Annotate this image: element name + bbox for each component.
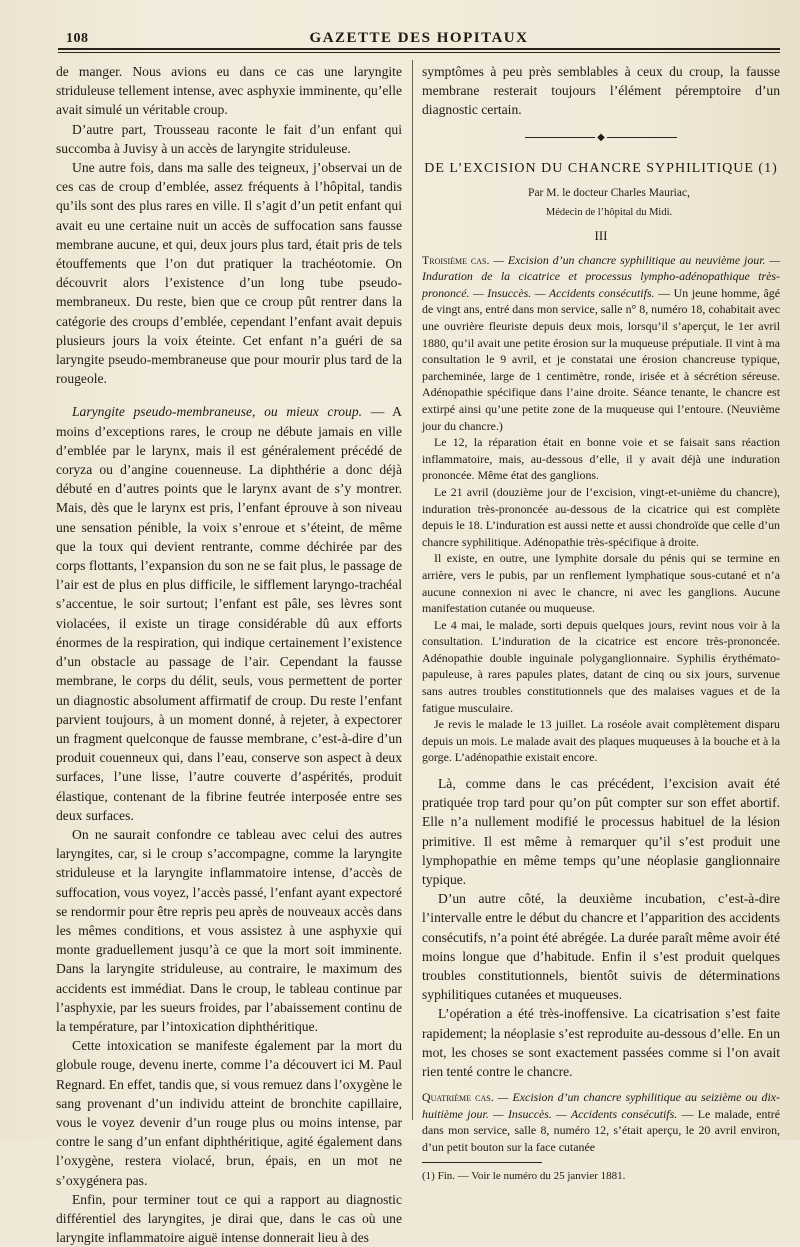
case-three-title: — Excision d’un chancre syphilitique au neuvième jour. — Induration de la cicatrice et processus lympho-adénopathique très-prononcé. — Insuccès. — Accidents consécutifs. bbox=[422, 252, 780, 300]
column-divider bbox=[412, 60, 413, 1120]
paragraph: Une autre fois, dans ma salle des teigneux, j’observai un de ces cas de croup d’emblée, assez fréquents à l’hôpital, tandis qu’ils sont des plus rares en ville. Il s’agit d’un petit enfant qui avait eu une certaine nuit un accès de suffocation sans fausse membrane aucune, et qui, deux jours plus tard, était pris de tels étouffements que l’on dut pratiquer la trachéotomie. On découvrit alors l’existence d’un long tube pseudo-membraneux. Du reste, bien que ce croup pût rentrer dans la catégorie des croups d’emblée, cependant l’enfant avait depuis plusieurs jours la voix éteinte. Cet enfant n’a guéri de sa laryngite pseudo-membraneuse que pour mourir plus tard de la rougeole. bbox=[56, 160, 402, 387]
page-header bbox=[58, 28, 780, 50]
footnote-rule bbox=[422, 1162, 542, 1163]
page-number: 108 bbox=[66, 31, 89, 46]
header-rule bbox=[58, 48, 780, 50]
laryngite-text: — A moins d’exceptions rares, le croup ne débute jamais en ville d’emblée par le larynx, mais il est généralement précédé de coryza ou d’angine couenneuse. La diphthérie a donc déjà débuté en d’autres points que le larynx avant de s’y montrer. Mais, dès que le larynx est pris, l’enfant éprouve à son niveau une sensation pénible, la voix s’enroue et s’éteint, de même que la toux qui devient rentrante, comme déchirée par des corps flottants, l’expansion du son ne se fait plus, le passage de l’air est de plus en plus difficile, le sifflement laryngo-trachéal s’accentue, le soir surtout; l’enfant est pâle, ses lèvres sont violacées, il existe un tirage considérable dû aux efforts énormes de la respiration, qui indique certainement l’existence d’un obstacle au passage de l’air. Cependant la fausse membrane, le corps du délit, seuls, vous permettent de porter un diagnostic absolument affirmatif de croup. Du reste l’enfant parvient toujours, à un moment donné, à rejeter, à expectorer un fragment quelconque de fausse membrane, c’est-à-dire d’un produit couenneux qui, dans l’eau, conserve son aspect à deux surfaces, l’une lisse, l’autre couverte d’aspérités, produit élastique, contenant de la fibrine feutrée interposée entre ses deux surfaces. bbox=[56, 404, 402, 823]
left-column bbox=[56, 62, 402, 1247]
paragraph: Enfin, pour terminer tout ce qui a rapport au diagnostic différentiel des laryngites, je dirai que, dans le cas où une laryngite inflammatoire aiguë intense donnerait lieu à des bbox=[56, 1191, 402, 1246]
case-three-text: — Un jeune homme, âgé de vingt ans, entré dans mon service, salle n° 8, numéro 18, cohabitait avec une ouvrière fleuriste depuis deux mois, lorsqu’il s’aperçut, le 1er avril 1880, qu’il avait une petite érosion sur la muqueuse préputiale. Il vint à ma consultation le 9 avril, et je constatai une érosion chancreuse typique, parcheminée, large de 1 centimètre, ronde, irisée et à sécrétion séreuse. Adénopathie spécifique dans l’aine droite. Séance tenante, le chancre est extirpé ainsi qu’une petite zone de la muqueuse qui l’entoure. (Neuvième jour du chancre.) bbox=[422, 285, 780, 433]
section-ornament: ◆ bbox=[422, 128, 780, 147]
article-title: DE L’EXCISION DU CHANCRE SYPHILITIQUE (1) bbox=[424, 160, 778, 176]
case-paragraph: Il existe, en outre, une lymphite dorsale du pénis qui se termine en arrière, vers le pubis, par un renflement lymphatique sous-cutané et n’a aucune connexion ni avec le chancre, ni avec les ganglions. Aucune manifestation cutanée ou muqueuse. bbox=[422, 551, 780, 616]
case-four-title: — Excision d’un chancre syphilitique au seizième ou dix-huitième jour. — Insuccès. — Accidents consécutifs. bbox=[422, 1090, 780, 1121]
paragraph: D’autre part, Trousseau raconte le fait d’un enfant qui succomba à Juvisy à un accès de laryngite striduleuse. bbox=[56, 121, 402, 156]
paragraph: Cette intoxication se manifeste également par la mort du globule rouge, devenu inerte, comme l’a découvert ici M. Paul Regnard. En effet, tandis que, si vous remuez dans l’oxygène le sang provenant d’un individu atteint de bronchite capillaire, vous le voyez devenir d’un rouge plus ou moins intense, par contre le sang d’un enfant diphthéritique, agité également dans l’oxygène, restera violacé, brun, épais, en un mot ne s’oxygénera pas. bbox=[56, 1038, 402, 1188]
right-column bbox=[422, 62, 780, 1183]
case-paragraph: Je revis le malade le 13 juillet. La roséole avait complètement disparu depuis un mois. Le malade avait des plaques muqueuses à la bouche et à la gorge. L’adénopathie existait encore. bbox=[422, 717, 780, 765]
byline: Par M. le docteur Charles Mauriac, bbox=[528, 187, 690, 200]
footnote: (1) Fin. — Voir le numéro du 25 janvier 1881. bbox=[422, 1169, 626, 1182]
paragraph: de manger. Nous avions eu dans ce cas une laryngite striduleuse tellement intense, avec asphyxie imminente, qu’elle avait simulé un véritable croup. bbox=[56, 64, 402, 118]
section-number: III bbox=[594, 228, 608, 244]
case-paragraph: Le 4 mai, le malade, sorti depuis quelques jours, revint nous voir à la consultation. L’induration de la cicatrice est encore très-prononcée. Adénopathie double inguinale polyganglionnaire. Syphilis érythémato-papuleuse, à rares papules plates, datant de cinq ou six jours, survenue sans autres troubles constitutionnels que des malaises vagues et de la fatigue musculaire. bbox=[422, 617, 780, 715]
case-three-label: Troisième cas. bbox=[422, 252, 490, 267]
case-four-label: Quatrième cas. bbox=[422, 1090, 494, 1105]
case-three-intro bbox=[422, 252, 780, 435]
journal-title: GAZETTE DES HOPITAUX bbox=[309, 30, 529, 46]
case-four-text: — Le malade, entré dans mon service, salle 8, numéro 12, s’était aperçu, le 20 avril environ, d’un petit bouton sur la face cutanée bbox=[422, 1106, 781, 1155]
commentary-paragraph: Là, comme dans le cas précédent, l’excision avait été pratiquée trop tard pour qu’on pût compter sur son effet abortif. Elle n’a nullement modifié le processus habituel de la lésion primitive. Il est même à remarquer qu’il s’est produit une lymphopathie en même temps qu’une néoplasie ganglionnaire typique. bbox=[422, 776, 780, 888]
case-three bbox=[422, 252, 780, 766]
commentary-paragraph: L’opération a été très-inoffensive. La cicatrisation s’est faite rapidement; la néoplasie s’est reproduite au-dessous d’elle. En un mot, les choses se sont exactement passées comme si l’on avait rien tenté contre le chancre. bbox=[422, 1006, 780, 1080]
case-four-intro bbox=[422, 1089, 780, 1155]
header-rule-thin bbox=[58, 52, 780, 53]
paragraph: On ne saurait confondre ce tableau avec celui des autres laryngites, car, si le croup s’accompagne, comme la laryngite striduleuse et la laryngite inflammatoire intense, d’accès de suffocation, vous voyez, l’accès passé, l’enfant ayant expectoré se rendormir pour être repris peu après de nouveaux accès dans les mêmes conditions, et vous assistez à une asphyxie qui monte graduellement jusqu’à ce que la mort soit imminente. Dans la laryngite striduleuse, au contraire, le maximum des accidents est immédiat. Dans le croup, le tableau continue par l’asphyxie, par les sueurs froides, par l’abaissement continu de la température, par l’intoxication diphthéritique. bbox=[56, 826, 402, 1034]
commentary-paragraph: D’un autre côté, la deuxième incubation, c’est-à-dire l’intervalle entre le début du chancre et l’apparition des accidents consécutifs, n’a point été abrégée. La durée paraît même avoir été moins longue que d’habitude. Enfin il s’est produit quelques troubles constitutionnels, bientôt suivis de déterminations syphilitiques cutanées et muqueuses. bbox=[422, 891, 780, 1003]
case-four bbox=[422, 1089, 780, 1155]
intro-paragraph: symptômes à peu près semblables à ceux du croup, la fausse membrane resterait toujours l’élément péremptoire d’un diagnostic certain. bbox=[422, 64, 780, 118]
case-paragraph: Le 21 avril (douzième jour de l’excision, vingt-et-unième du chancre), induration très-prononcée au-dessous de la cicatrice qui est complète depuis le 18. L’induration est aussi nette et aussi chondroïde que celle d’un chancre syphilitique. Adénopathie très-spécifique à droite. bbox=[422, 484, 780, 549]
case-paragraph: Le 12, la réparation était en bonne voie et se faisait sans réaction inflammatoire, mais, au-dessous d’elle, il y avait déjà une induration prononcée. Même état des ganglions. bbox=[422, 435, 780, 483]
laryngite-paragraph bbox=[56, 402, 402, 824]
laryngite-heading: Laryngite pseudo-membraneuse, ou mieux croup. bbox=[72, 404, 363, 420]
byline-affiliation: Médecin de l’hôpital du Midi. bbox=[545, 207, 673, 219]
